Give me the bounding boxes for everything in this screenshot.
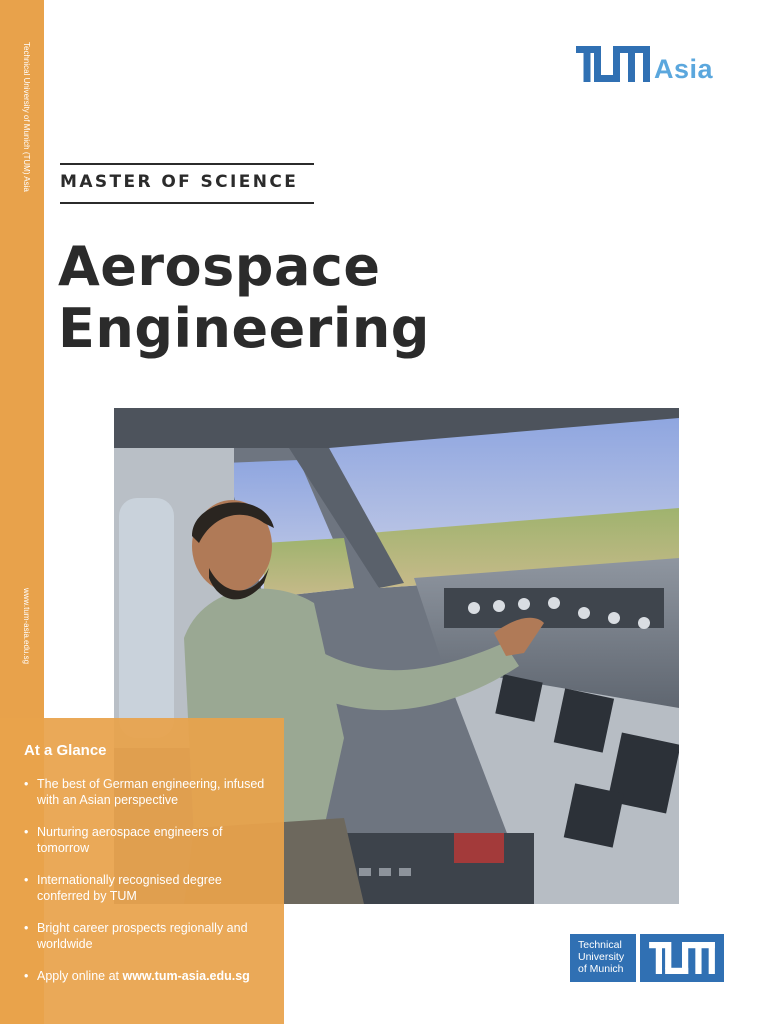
tum-footer-mark-icon [648,942,716,974]
glance-item: • Internationally recognised degree conferred by TUM [24,872,274,904]
tum-asia-logo [576,46,726,86]
at-a-glance-panel [0,718,284,1024]
kicker-rule-bottom [60,202,314,204]
glance-title: At a Glance [24,742,107,759]
apply-prefix: Apply online at [37,969,123,983]
glance-list [24,776,274,1000]
degree-kicker: MASTER OF SCIENCE [60,172,299,192]
title-line-1: Aerospace [58,235,381,298]
footer-logo-line-2: University [578,951,625,963]
page-title [58,236,558,360]
apply-link[interactable]: www.tum-asia.edu.sg [122,969,250,983]
footer-logo-line-3: of Munich [578,963,624,975]
glance-item: • Nurturing aerospace engineers of tomorrow [24,824,274,856]
side-vertical-org-name: Technical University of Munich (TUM) Asia [22,42,31,192]
tum-footer-logo [570,934,724,982]
tum-footer-wordmark [570,934,636,982]
tum-footer-mark [640,934,724,982]
tum-logo-icon [576,46,650,82]
glance-item: • Bright career prospects regionally and worldwide [24,920,274,952]
kicker-rule-top [60,163,314,165]
side-vertical-website: www.tum-asia.edu.sg [22,588,31,665]
glance-item: • The best of German engineering, infused with an Asian perspective [24,776,274,808]
title-line-2: Engineering [58,297,430,360]
logo-asia-word: Asia [654,54,714,84]
glance-item-apply [24,968,274,984]
footer-logo-line-1: Technical [578,939,622,951]
